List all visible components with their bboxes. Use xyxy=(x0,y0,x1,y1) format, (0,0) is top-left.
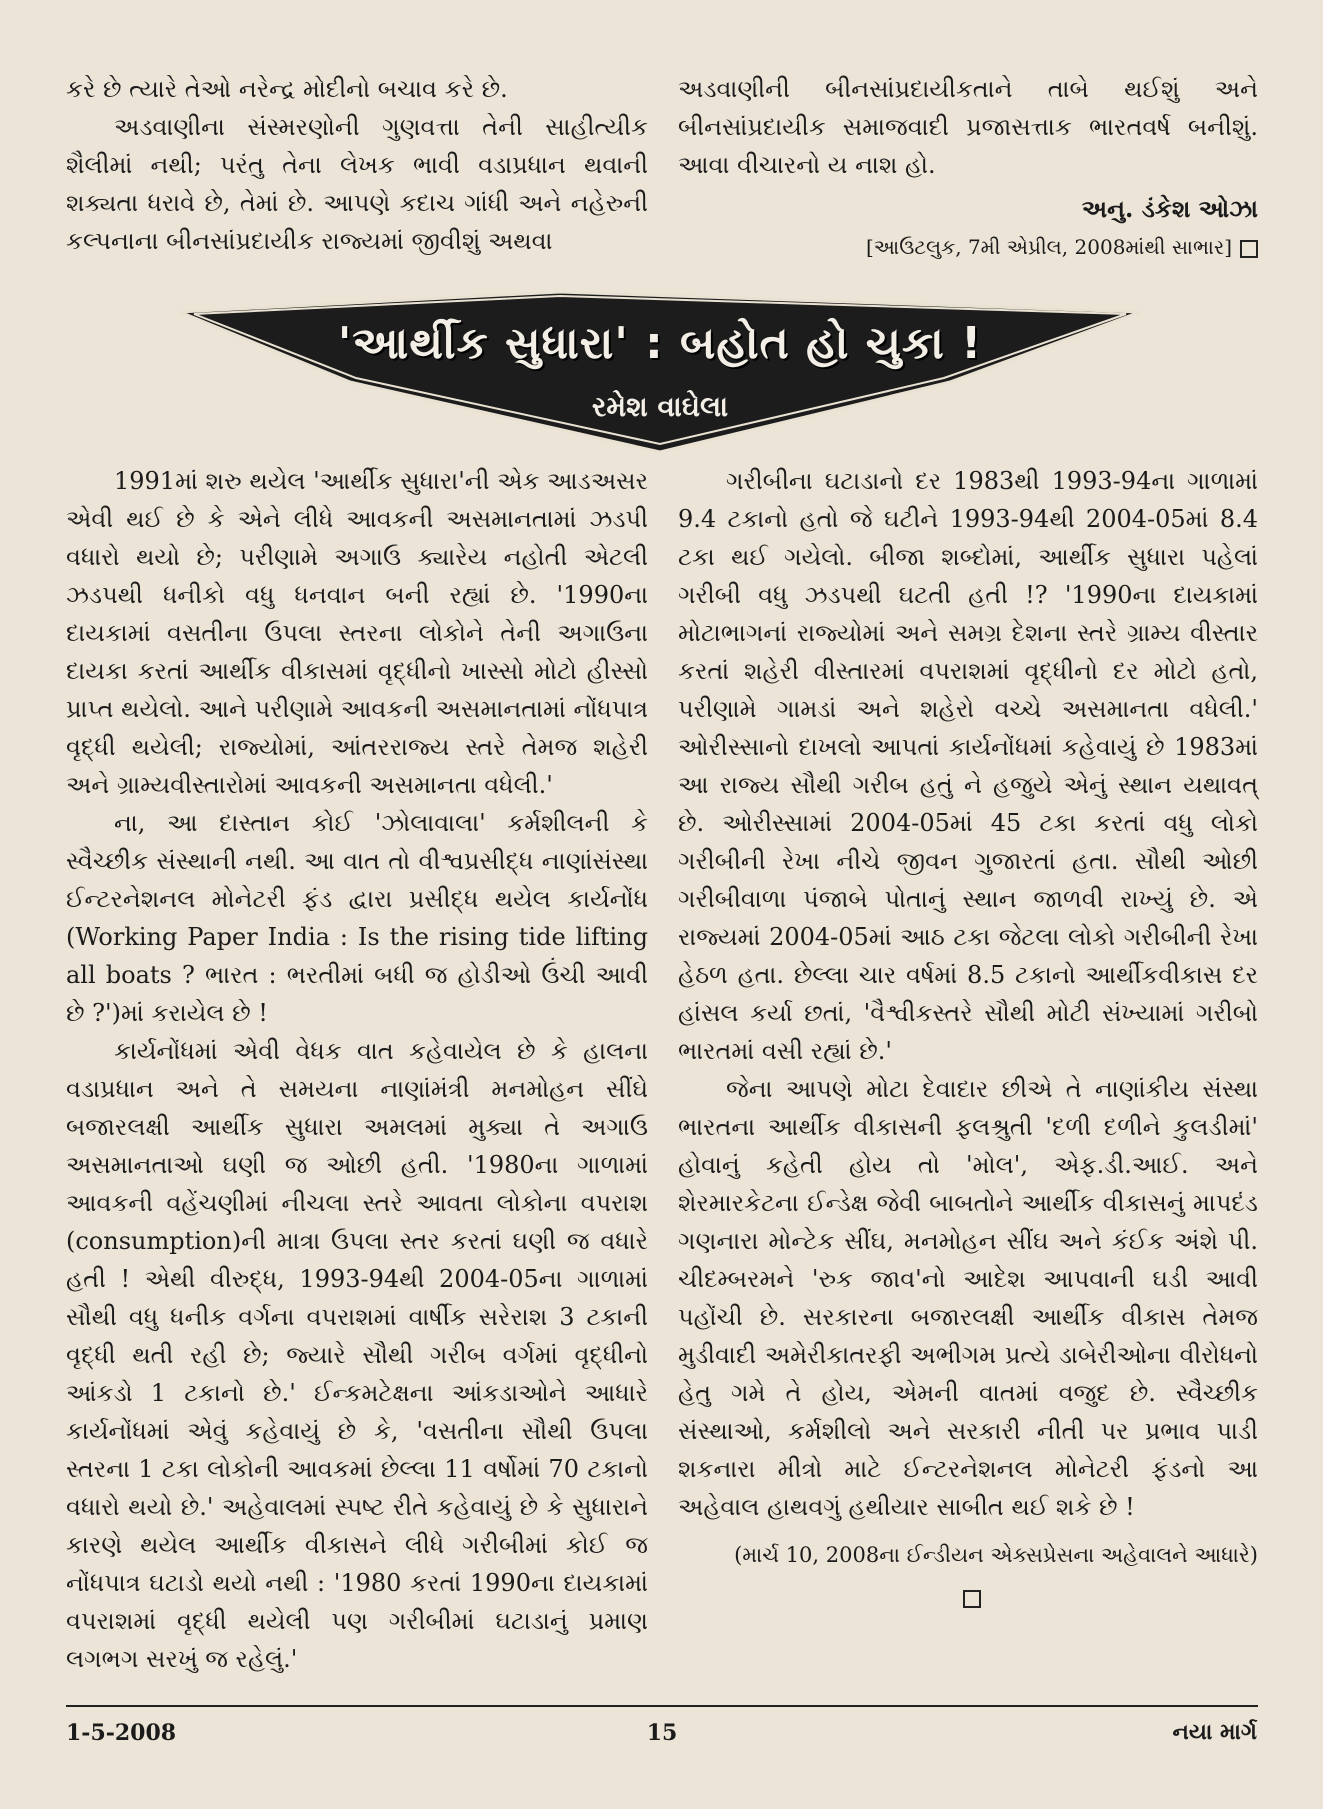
paragraph: જેના આપણે મોટા દેવાદાર છીએ તે નાણાંકીય સંસ્થા ભારતના આર્થીક વીકાસની ફલશ્રુતી 'દળી દળીને કુલડીમાં' હોવાનું કહેતી હોય તો 'મોલ', એફ.ડી.આઈ. અને શેરમારકેટના ઈન્ડેક્ષ જેવી બાબતોને આર્થીક વીકાસનું માપદંડ ગણનારા મોન્ટેક સીંઘ, મનમોહન સીંઘ અને કંઈક અંશે પી. ચીદમ્બરમને 'રુક જાવ'નો આદેશ આપવાની ઘડી આવી પહોંચી છે. સરકારના બજારલક્ષી આર્થીક વીકાસ તેમજ મુડીવાદી અમેરીકાતરફી અભીગમ પ્રત્યે ડાબેરીઓના વીરોધનો હેતુ ગમે તે હોય, એમની વાતમાં વજુદ છે. સ્વૈચ્છીક સંસ્થાઓ, કર્મશીલો અને સરકારી નીતી પર પ્રભાવ પાડી શકનારા મીત્રો માટે ઈન્ટરનેશનલ મોનેટરી ફંડનો આ અહેવાલ હાથવગું હથીયાર સાબીત થઈ શકે છે ! xyxy=(678,1075,1258,1521)
paragraph: અડવાણીના સંસ્મરણોની ગુણવત્તા તેની સાહીત્યીક શૈલીમાં નથી; પરંતુ તેના લેખક ભાવી વડાપ્રધાન થવાની શક્યતા ધરાવે છે, તેમાં છે. આપણે કદાચ ગાંધી અને નહેરુની કલ્પનાના બીનસાંપ્રદાયીક રાજ્યમાં જીવીશું અથવા xyxy=(66,113,648,255)
previous-article-left-column xyxy=(66,70,648,260)
paragraph: કાર્યનોંધમાં એવી વેધક વાત કહેવાયેલ છે કે હાલના વડાપ્રધાન અને તે સમયના નાણાંમંત્રી મનમોહન સીંઘે બજારલક્ષી આર્થીક સુધારા અમલમાં મુક્યા તે અગાઉ અસમાનતાઓ ઘણી જ ઓછી હતી. '1980ના ગાળામાં આવકની વહેંચણીમાં નીચલા સ્તરે આવતા લોકોના વપરાશ (consumption)ની માત્રા ઉપલા સ્તર કરતાં ઘણી જ વધારે હતી ! એથી વીરુદ્ધ, 1993-94થી 2004-05ના ગાળામાં સૌથી વધુ ધનીક વર્ગના વપરાશમાં વાર્ષીક સરેરાશ 3 ટકાની વૃદ્ધી થતી રહી છે; જ્યારે સૌથી ગરીબ વર્ગમાં વૃદ્ધીનો આંકડો 1 ટકાનો છે.' ઈન્કમટેક્ષના આંકડાઓને આધારે કાર્યનોંધમાં એવું કહેવાયું છે કે, 'વસતીના સૌથી ઉપલા સ્તરના 1 ટકા લોકોની આવકમાં છેલ્લા 11 વર્ષોમાં 70 ટકાનો વધારો થયો છે.' અહેવાલમાં સ્પષ્ટ રીતે કહેવાયું છે કે સુધારાને કારણે થયેલ આર્થીક વીકાસને લીધે ગરીબીમાં કોઈ જ નોંધપાત્ર ઘટાડો થયો નથી : '1980 કરતાં 1990ના દાયકામાં વપરાશમાં વૃદ્ધી થયેલી પણ ગરીબીમાં ઘટાડાનું પ્રમાણ લગભગ સરખું જ રહેલું.' xyxy=(66,1037,648,1673)
paragraph: અડવાણીની બીનસાંપ્રદાયીકતાને તાબે થઈશું અને બીનસાંપ્રદાયીક સમાજવાદી પ્રજાસત્તાક ભારતવર્ષ બનીશું. આવા વીચારનો ય નાશ હો. xyxy=(678,75,1258,179)
paragraph: કરે છે ત્યારે તેઓ નરેન્દ્ર મોદીનો બચાવ કરે છે. xyxy=(66,75,508,103)
article-right-column xyxy=(678,462,1258,1616)
source-credit: [આઉટલુક, 7મી એપ્રીલ, 2008માંથી સાભાર] xyxy=(678,228,1258,266)
article-left-column xyxy=(66,462,648,1678)
article-title: 'આર્થીક સુધારા' : બહોત હો ચુકા ! xyxy=(337,318,983,369)
end-mark-icon xyxy=(963,1590,981,1608)
title-banner xyxy=(180,292,1140,452)
publication-name: નયા માર્ગ xyxy=(1172,1720,1257,1745)
end-mark xyxy=(678,1578,1258,1616)
previous-article-right-column xyxy=(678,70,1258,266)
end-mark-icon xyxy=(1240,240,1258,258)
issue-date: 1-5-2008 xyxy=(66,1720,177,1746)
paragraph: ગરીબીના ઘટાડાનો દર 1983થી 1993-94ના ગાળામાં 9.4 ટકાનો હતો જે ઘટીને 1993-94થી 2004-05માં 8.4 ટકા થઈ ગયેલો. બીજા શબ્દોમાં, આર્થીક સુધારા પહેલાં ગરીબી વધુ ઝડપથી ઘટતી હતી !? '1990ના દાયકામાં મોટાભાગનાં રાજ્યોમાં અને સમગ્ર દેશના સ્તરે ગ્રામ્ય વીસ્તાર કરતાં શહેરી વીસ્તારમાં વપરાશમાં વૃદ્ધીનો દર મોટો હતો, પરીણામે ગામડાં અને શહેરો વચ્ચે અસમાનતા વધેલી.' ઓરીસ્સાનો દાખલો આપતાં કાર્યનોંધમાં કહેવાયું છે 1983માં આ રાજ્ય સૌથી ગરીબ હતું ને હજુયે એનું સ્થાન યથાવત્ છે. ઓરીસ્સામાં 2004-05માં 45 ટકા કરતાં વધુ લોકો ગરીબીની રેખા નીચે જીવન ગુજારતાં હતા. સૌથી ઓછી ગરીબીવાળા પંજાબે પોતાનું સ્થાન જાળવી રાખ્યું છે. એ રાજ્યમાં 2004-05માં આઠ ટકા જેટલા લોકો ગરીબીની રેખા હેઠળ હતા. છેલ્લા ચાર વર્ષમાં 8.5 ટકાનો આર્થીકવીકાસ દર હાંસલ કર્યા છતાં, 'વૈશ્વીકસ્તરે સૌથી મોટી સંખ્યામાં ગરીબો ભારતમાં વસી રહ્યાં છે.' xyxy=(678,467,1258,1065)
paragraph: ના, આ દાસ્તાન કોઈ 'ઝોલાવાલા' કર્મશીલની કે સ્વૈચ્છીક સંસ્થાની નથી. આ વાત તો વીશ્વપ્રસીદ્ધ નાણાંસંસ્થા ઈન્ટરનેશનલ મોનેટરી ફંડ દ્વારા પ્રસીદ્ધ થયેલ કાર્યનોંધ (Working Paper India : Is the rising tide lifting all boats ? ભારત : ભરતીમાં બધી જ હોડીઓ ઉંચી આવી છે ?')માં કરાયેલ છે ! xyxy=(66,809,648,1027)
source-credit: (માર્ચ 10, 2008ના ઈન્ડીયન એક્સપ્રેસના અહેવાલને આધારે) xyxy=(734,1543,1258,1567)
paragraph: 1991માં શરુ થયેલ 'આર્થીક સુધારા'ની એક આડઅસર એવી થઈ છે કે એને લીધે આવકની અસમાનતામાં ઝડપી વધારો થયો છે; પરીણામે અગાઉ ક્યારેય નહોતી એટલી ઝડપથી ધનીકો વધુ ધનવાન બની રહ્યાં છે. '1990ના દાયકામાં વસતીના ઉપલા સ્તરના લોકોને તેની અગાઉના દાયકા કરતાં આર્થીક વીકાસમાં વૃદ્ધીનો ખાસ્સો મોટો હીસ્સો પ્રાપ્ત થયેલો. આને પરીણામે આવકની અસમાનતામાં નોંધપાત્ર વૃદ્ધી થયેલી; રાજ્યોમાં, આંતરરાજ્ય સ્તરે તેમજ શહેરી અને ગ્રામ્યવીસ્તારોમાં આવકની અસમાનતા વધેલી.' xyxy=(66,467,648,799)
article-author: રમેશ વાઘેલા xyxy=(591,390,729,423)
translator-signature: અનુ. ડંકેશ ઓઝા xyxy=(1081,194,1258,223)
footer-divider xyxy=(66,1705,1258,1707)
page-number: 15 xyxy=(646,1720,678,1746)
